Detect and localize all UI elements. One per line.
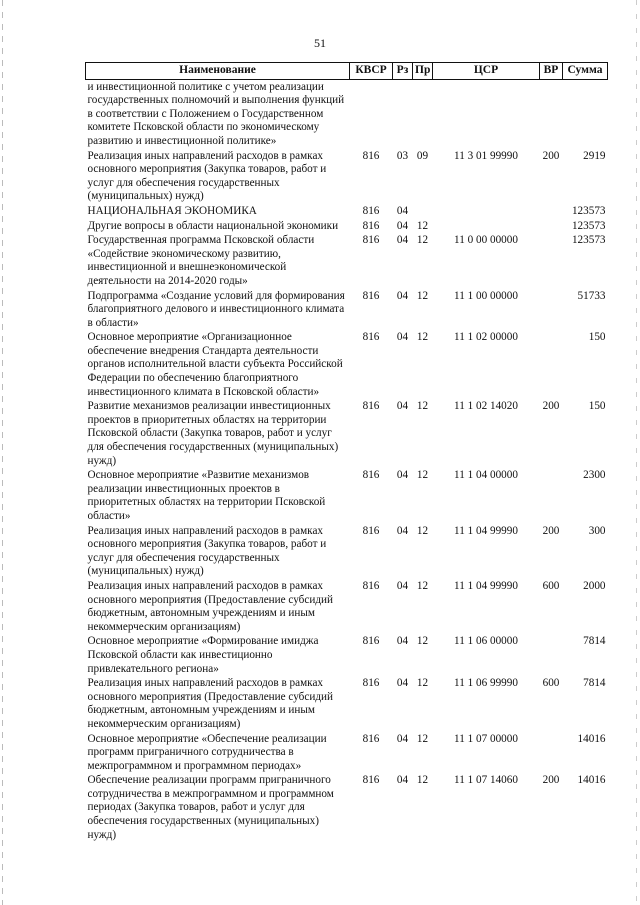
cell-kvsr: 816 [362, 524, 380, 537]
cell-name: Государственная программа Псковской области «Содействие экономическому развитию, инвестиционной и внешнеэкономической деятельности на 2014-2020 годы» [87, 234, 315, 287]
cell-kvsr: 816 [362, 234, 380, 247]
cell-name: НАЦИОНАЛЬНАЯ ЭКОНОМИКА [87, 204, 257, 217]
cell-pr [413, 204, 433, 219]
cell-sum: 123573 [571, 234, 606, 247]
cell-vr [540, 204, 563, 219]
cell-sum: 150 [588, 400, 606, 413]
table-row [86, 524, 608, 579]
cell-rz: 04 [396, 635, 409, 648]
cell-vr [540, 219, 563, 234]
cell-rz: 04 [396, 289, 409, 302]
cell-vr: 200 [542, 149, 560, 162]
page-number: 51 [314, 36, 326, 50]
cell-name: Основное мероприятие «Организационное обеспечение внедрения Стандарта деятельности органов исполнительной власти субъекта Российской Федерации по обеспечению благоприятного инвестиционного климата в Псковской области» [87, 331, 343, 398]
cell-csr: 11 1 07 00000 [454, 732, 518, 745]
cell-vr: 600 [542, 677, 560, 690]
table-row [86, 233, 608, 288]
cell-pr [413, 79, 433, 148]
cell-pr: 12 [416, 677, 429, 690]
table-row [86, 219, 608, 234]
cell-rz: 04 [396, 677, 409, 690]
cell-kvsr: 816 [362, 677, 380, 690]
cell-pr: 12 [416, 635, 429, 648]
cell-kvsr: 816 [362, 774, 380, 787]
table-header-row [86, 63, 608, 80]
cell-vr: 200 [542, 400, 560, 413]
header-name: Наименование [86, 63, 350, 80]
cell-kvsr: 816 [362, 289, 380, 302]
cell-rz: 04 [396, 204, 409, 217]
cell-name: Развитие механизмов реализации инвестиционных проектов в приоритетных областях на территории Псковской области (Закупка товаров, работ и услуг для обеспечения государственных (муниципальных) нужд) [87, 400, 339, 467]
cell-rz: 04 [396, 774, 409, 787]
cell-sum: 150 [588, 331, 606, 344]
scan-edge-right [636, 0, 637, 905]
cell-csr [433, 219, 540, 234]
cell-csr: 11 1 02 00000 [454, 331, 518, 344]
cell-pr: 12 [416, 331, 429, 344]
cell-csr [433, 79, 540, 148]
table-row [86, 79, 608, 148]
cell-csr: 11 1 07 14060 [454, 774, 518, 787]
cell-csr: 11 1 00 00000 [454, 289, 518, 302]
table-row [86, 634, 608, 676]
cell-sum: 51733 [577, 289, 606, 302]
cell-vr: 600 [542, 579, 560, 592]
cell-kvsr: 816 [362, 579, 380, 592]
cell-vr [540, 79, 563, 148]
header-vr: ВР [540, 63, 563, 80]
cell-vr [540, 468, 563, 523]
cell-vr [540, 732, 563, 774]
cell-kvsr: 816 [362, 400, 380, 413]
cell-pr: 09 [416, 149, 429, 162]
cell-vr [540, 289, 563, 331]
table-row [86, 149, 608, 204]
cell-sum: 14016 [577, 732, 606, 745]
cell-kvsr: 816 [362, 635, 380, 648]
cell-name: Реализация иных направлений расходов в рамках основного мероприятия (Предоставление субсидий бюджетным, автономным учреждениям и иным некоммерческим организациям) [87, 579, 333, 633]
cell-rz: 04 [396, 579, 409, 592]
cell-pr: 12 [416, 400, 429, 413]
cell-pr: 12 [416, 579, 429, 592]
cell-kvsr: 816 [362, 469, 380, 482]
cell-sum: 2919 [583, 149, 606, 162]
header-pr: Пр [413, 63, 433, 80]
cell-rz: 04 [396, 400, 409, 413]
cell-rz: 04 [396, 732, 409, 745]
cell-name: Основное мероприятие «Развитие механизмов реализации инвестиционных проектов в приоритетных областях на территории Псковской области» [87, 469, 326, 522]
cell-csr: 11 1 04 99990 [454, 579, 518, 592]
cell-kvsr: 816 [362, 204, 380, 217]
cell-pr: 12 [416, 524, 429, 537]
table-row [86, 468, 608, 523]
cell-name: Обеспечение реализации программ приграничного сотрудничества в межпрограммном и программном периодах (Закупка товаров, работ и услуг для обеспечения государственных (муниципальных) нужд) [87, 774, 334, 841]
cell-vr [540, 330, 563, 399]
cell-name: Основное мероприятие «Обеспечение реализации программ приграничного сотрудничества в межпрограммном и программном периодах» [87, 732, 327, 772]
cell-kvsr: 816 [362, 219, 380, 232]
table-row [86, 676, 608, 731]
cell-sum: 14016 [577, 774, 606, 787]
cell-rz: 04 [396, 234, 409, 247]
cell-name: Реализация иных направлений расходов в рамках основного мероприятия (Предоставление субсидий бюджетным, автономным учреждениям и иным некоммерческим организациям) [87, 677, 333, 730]
header-csr: ЦСР [433, 63, 540, 80]
cell-kvsr: 816 [362, 149, 380, 162]
cell-rz: 04 [396, 331, 409, 344]
cell-csr: 11 1 04 99990 [454, 524, 518, 537]
cell-sum: 2000 [583, 579, 606, 592]
header-sum: Сумма [563, 63, 608, 80]
cell-sum: 7814 [583, 677, 606, 690]
cell-name: Реализация иных направлений расходов в рамках основного мероприятия (Закупка товаров, работ и услуг для обеспечения государственных (муниципальных) нужд) [87, 149, 327, 203]
table-row [86, 399, 608, 468]
header-kvsr: КВСР [350, 63, 393, 80]
cell-sum: 123573 [571, 219, 606, 232]
cell-csr: 11 1 06 00000 [454, 635, 518, 648]
cell-rz: 04 [396, 219, 409, 232]
cell-vr [540, 233, 563, 288]
cell-rz [393, 79, 413, 148]
cell-sum [563, 79, 608, 148]
cell-sum: 7814 [583, 635, 606, 648]
table-row [86, 204, 608, 219]
cell-pr: 12 [416, 219, 429, 232]
cell-sum: 2300 [583, 469, 606, 482]
cell-name: Подпрограмма «Создание условий для формирования благоприятного делового и инвестиционного климата в области» [87, 289, 345, 329]
table-row [86, 773, 608, 842]
cell-csr: 11 1 04 00000 [454, 469, 518, 482]
cell-name: Основное мероприятие «Формирование имиджа Псковской области как инвестиционно привлекательного региона» [87, 635, 319, 675]
cell-pr: 12 [416, 774, 429, 787]
cell-pr: 12 [416, 732, 429, 745]
budget-table [85, 62, 608, 842]
scan-edge-left [2, 0, 3, 905]
table-body [86, 79, 608, 842]
cell-name: Реализация иных направлений расходов в рамках основного мероприятия (Закупка товаров, работ и услуг для обеспечения государственных (муниципальных) нужд) [87, 524, 327, 578]
cell-sum: 123573 [571, 204, 606, 217]
cell-kvsr: 816 [362, 732, 380, 745]
header-rz: Рз [393, 63, 413, 80]
cell-rz: 04 [396, 524, 409, 537]
table-row [86, 330, 608, 399]
cell-vr: 200 [542, 524, 560, 537]
cell-pr: 12 [416, 289, 429, 302]
cell-pr: 12 [416, 469, 429, 482]
table-row [86, 289, 608, 331]
cell-kvsr: 816 [362, 331, 380, 344]
cell-rz: 04 [396, 469, 409, 482]
cell-kvsr [350, 79, 393, 148]
cell-csr: 11 1 02 14020 [454, 400, 518, 413]
cell-rz: 03 [396, 149, 409, 162]
cell-csr: 11 0 00 00000 [454, 234, 518, 247]
table-row [86, 579, 608, 634]
cell-name: Другие вопросы в области национальной экономики [87, 219, 339, 232]
table-row [86, 732, 608, 774]
cell-pr: 12 [416, 234, 429, 247]
cell-csr: 11 3 01 99990 [454, 149, 518, 162]
cell-vr: 200 [542, 774, 560, 787]
cell-csr: 11 1 06 99990 [454, 677, 518, 690]
cell-name: и инвестиционной политике с учетом реализации государственных полномочий и выполнения функций в соответствии с Положением о Государственном комитете Псковской области по экономическому развитию и инвестиционной политике» [87, 80, 345, 147]
cell-vr [540, 634, 563, 676]
cell-csr [433, 204, 540, 219]
cell-sum: 300 [588, 524, 606, 537]
